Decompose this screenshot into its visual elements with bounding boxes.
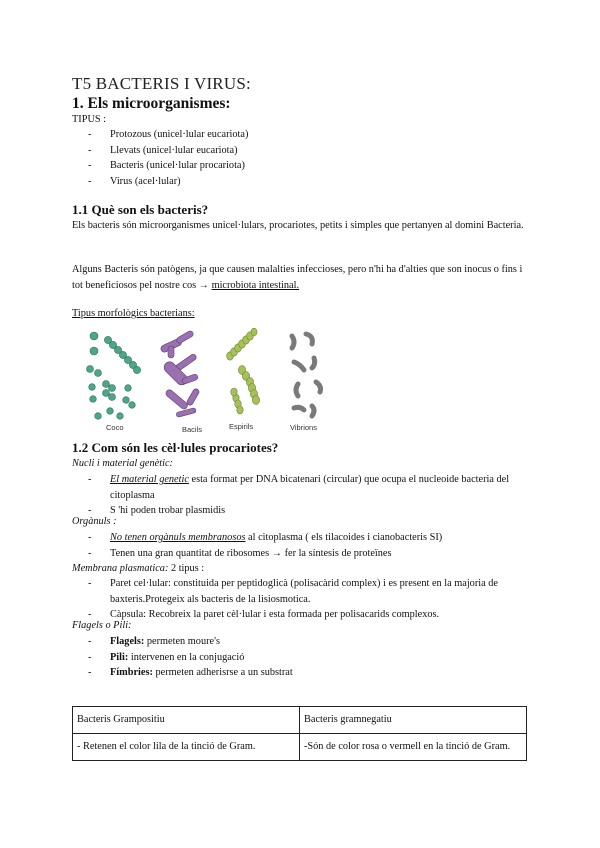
table-cell: -Són de color rosa o vermell en la tinció de Gram. xyxy=(300,734,527,761)
list-item xyxy=(88,530,528,546)
section-heading-bacteris: 1.1 Què son els bacteris? xyxy=(72,202,209,217)
gram-comparison-table xyxy=(72,706,527,761)
nucli-label: Nucli i material genètic: xyxy=(72,458,173,469)
bacteria-morphology-figure xyxy=(80,326,340,434)
section-heading-procariotes: 1.2 Com són les cèl·lules procariotes? xyxy=(72,440,279,455)
list-item xyxy=(88,634,528,650)
list-item: - Llevats (unicel·lular eucariota) xyxy=(88,143,528,159)
membrana-label-line xyxy=(72,561,532,577)
list-item-emphasis: El material genetic xyxy=(110,474,189,485)
list-item: - Protozous (unicel·lular eucariota) xyxy=(88,127,528,143)
table-header-row xyxy=(73,707,527,734)
list-item-term: Pili: xyxy=(110,651,129,663)
table-cell: - Retenen el color lila de la tinció de Gram. xyxy=(73,734,300,761)
membrana-extra: 2 tipus : xyxy=(168,563,205,574)
paragraph-patogens xyxy=(72,262,532,293)
vibrio-illustration xyxy=(292,334,321,416)
table-row xyxy=(73,734,527,761)
tipus-label: TIPUS : xyxy=(72,114,107,125)
microbiota-link: microbiota intestinal. xyxy=(211,279,300,291)
list-item: - Paret cel·lular: constituida per peptidoglicà (polisacàrid complex) i es present en la majoria de baxteris.Protegeix als bacteris de la lisiosmotica. xyxy=(88,576,528,607)
table-header-cell: Bacteris gramnegatiu xyxy=(300,707,527,734)
morph-label: Tipus morfològics bacterians: xyxy=(72,308,195,319)
list-item-term: Flagels: xyxy=(110,636,145,647)
flagels-list xyxy=(88,634,528,681)
list-item xyxy=(88,665,528,681)
organuls-list xyxy=(88,530,528,561)
list-item-text: Tenen una gran quantitat de ribosomes → fer la síntesis de proteïnes xyxy=(110,547,392,559)
table-header-cell: Bacteris Grampositiu xyxy=(73,707,300,734)
list-item: - Bacteris (unicel·lular procariota) xyxy=(88,158,528,174)
document-title: T5 BACTERIS I VIRUS: xyxy=(72,74,251,93)
bacilli-illustration xyxy=(160,330,200,418)
list-item-term: Fímbries: xyxy=(110,667,153,678)
cocci-illustration xyxy=(87,332,141,419)
list-item-emphasis: No tenen orgànuls membranosos xyxy=(110,532,246,543)
list-item-text: permeten moure's xyxy=(144,636,220,647)
list-item-text: intervenen en la conjugació xyxy=(128,651,245,663)
membrana-list xyxy=(88,576,528,623)
list-item-text: al citoplasma ( els tilacoides i cianobacteris SI) xyxy=(245,532,443,543)
list-item-text: S 'hi poden trobar plasmidis xyxy=(110,505,226,516)
figure-label-vibrions: Vibrions xyxy=(290,423,317,432)
list-item: - Càpsula: Recobreix la paret cèl·lular i esta formada per polisacarids complexos. xyxy=(88,607,528,623)
paragraph-definicio: Els bacteris són microorganismes unicel·lulars, procariotes, petits i simples que pertanyen al domini Bacteria. xyxy=(72,220,524,231)
list-item xyxy=(88,546,528,562)
list-item xyxy=(88,650,528,666)
list-item-text: permeten adherisrse a un substrat xyxy=(152,667,293,678)
flagels-label: Flagels o Pili: xyxy=(72,620,132,631)
organuls-label: Orgànuls : xyxy=(72,516,117,527)
tipus-list xyxy=(88,127,528,189)
figure-label-bacils: Bacils xyxy=(182,425,203,434)
section-heading-microorganismes: 1. Els microorganismes: xyxy=(72,95,231,112)
figure-label-coco: Coco xyxy=(106,423,124,432)
list-item xyxy=(88,472,528,503)
list-item: - Virus (acel·lular) xyxy=(88,174,528,190)
nucli-list xyxy=(88,472,528,519)
membrana-label: Membrana plasmatica: xyxy=(72,563,169,574)
figure-label-espirils: Espirils xyxy=(229,422,254,431)
spirilla-illustration xyxy=(227,328,260,414)
list-item-text: esta format per DNA bicatenari (circular) que ocupa el nucleoide bacteria del citoplasma xyxy=(110,474,510,501)
paragraph-text: Alguns Bacteris són patògens, ja que causen malalties infeccioses, pero n'hi ha d'alties que son inocus o fins i tot beneficiosos pel nostre cos → xyxy=(72,264,523,291)
